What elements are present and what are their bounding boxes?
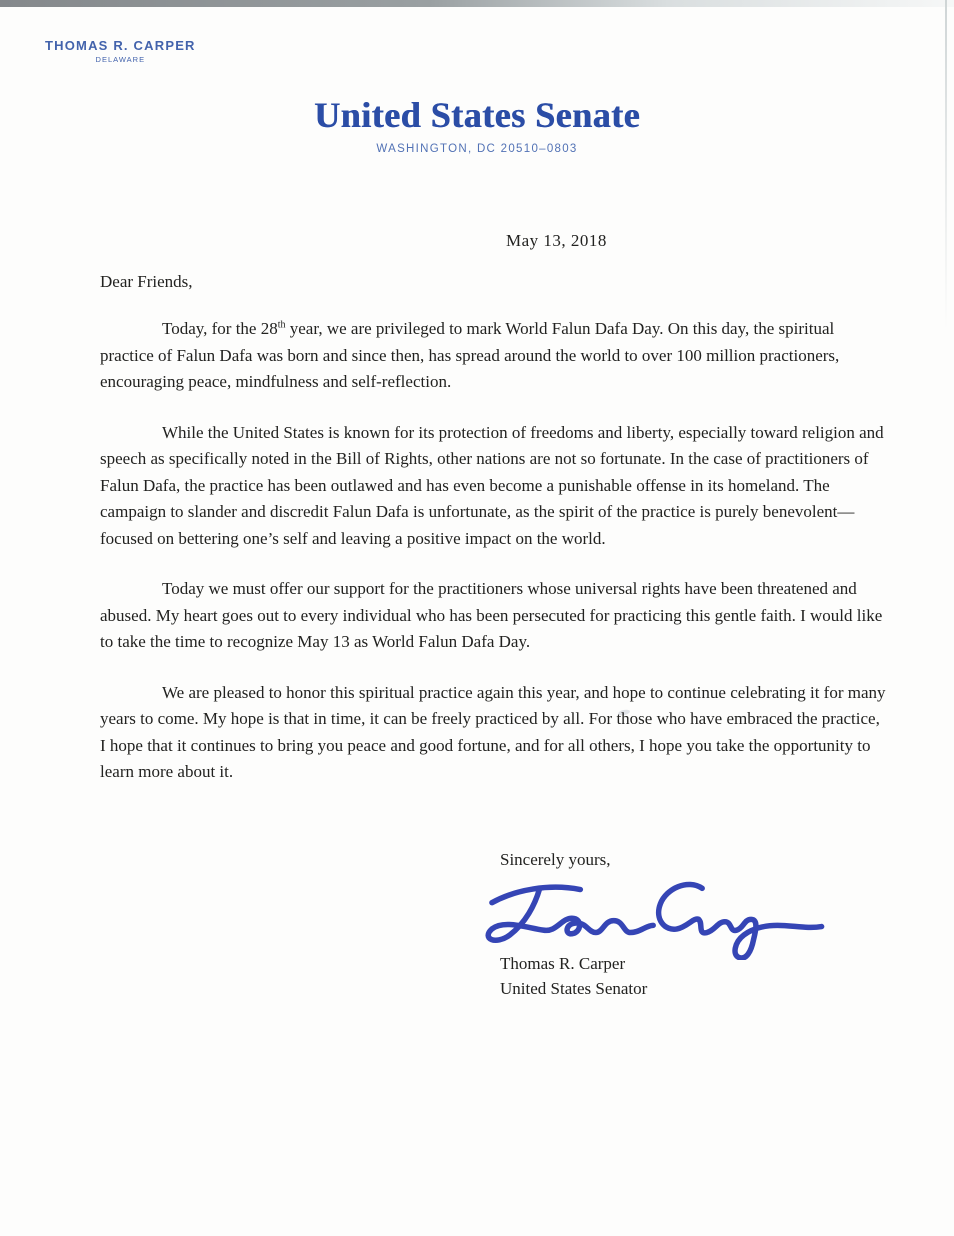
scan-edge-right-artifact bbox=[945, 0, 947, 330]
paragraph-1-text: Today, for the 28 bbox=[162, 319, 278, 338]
paragraph-4: We are pleased to honor this spiritual practice again this year, and hope to continue celebrating it for many years to come. My hope is that in time, it can be freely practiced by all. For those who have embraced the practice, I hope that it continues to bring you peace and good fortune, and for all others, I hope you take the opportunity to learn more about it. bbox=[100, 682, 886, 781]
senate-masthead bbox=[0, 94, 954, 155]
signature-ink bbox=[472, 874, 832, 960]
signed-title: United States Senator bbox=[500, 979, 648, 998]
sender-block bbox=[45, 38, 196, 64]
paragraph-3: Today we must offer our support for the practitioners whose universal rights have been threatened and abused. My heart goes out to every individual who has been persecuted for practicing this gentle faith. I would like to take the time to recognize May 13 as World Falun Dafa Day. bbox=[100, 579, 883, 651]
letter-date: May 13, 2018 bbox=[506, 231, 607, 250]
sender-state: DELAWARE bbox=[95, 55, 146, 64]
ordinal-superscript: th bbox=[277, 319, 286, 331]
paragraph-2: While the United States is known for its protection of freedoms and liberty, especially toward religion and speech as specifically noted in the Bill of Rights, other nations are not so fortunate. In the case of practitioners of Falun Dafa, the practice has been outlawed and has even become a punishable offense in its homeland. The campaign to slander and discredit Falun Dafa is unfortunate, as the spirit of the practice is purely benevolent—focused on bettering one’s self and leaving a positive impact on the world. bbox=[100, 422, 884, 548]
salutation: Dear Friends, bbox=[100, 272, 193, 291]
sender-name: THOMAS R. CARPER bbox=[45, 38, 196, 53]
letter-body bbox=[100, 316, 888, 810]
paragraph-1-text-cont: year, we are privileged to mark World Falun Dafa Day. On this day, the spiritual practice of Falun Dafa was born and since then, has spread around the world to over 100 million practioners, encouraging peace, mindfulness and self-reflection. bbox=[100, 319, 840, 391]
closing-block bbox=[500, 850, 860, 999]
handwritten-signature bbox=[472, 874, 832, 960]
senate-title: United States Senate bbox=[314, 95, 640, 135]
scan-edge-top-artifact bbox=[0, 0, 954, 7]
signed-name: Thomas R. Carper bbox=[500, 954, 626, 973]
senate-address: WASHINGTON, DC 20510–0803 bbox=[376, 143, 578, 155]
paragraph-1 bbox=[100, 316, 888, 396]
closing-text: Sincerely yours, bbox=[500, 850, 611, 869]
